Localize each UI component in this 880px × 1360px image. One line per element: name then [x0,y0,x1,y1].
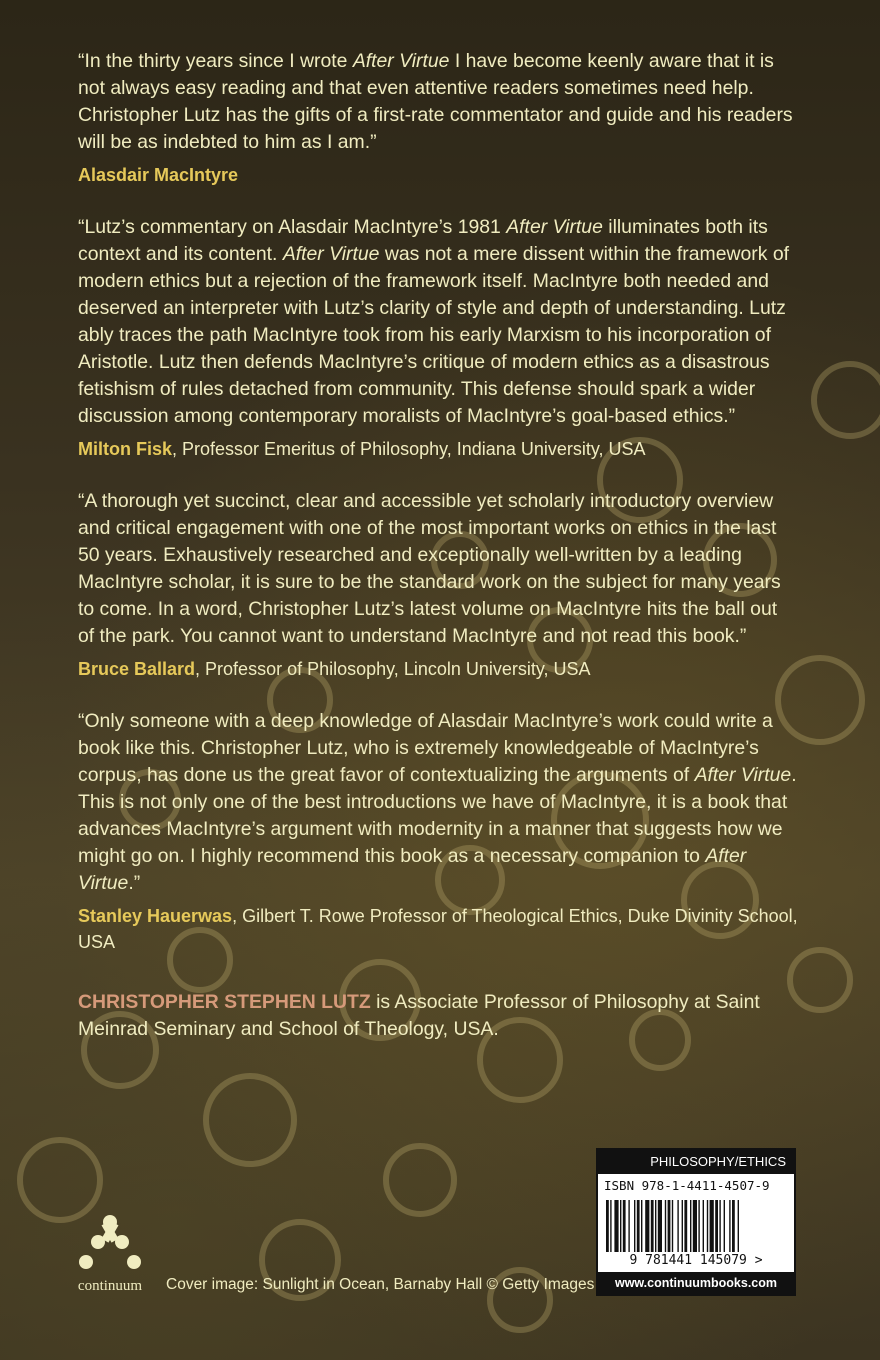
isbn-barcode-box [596,1148,796,1296]
reviewer-title: , Professor Emeritus of Philosophy, Indiana University, USA [172,439,646,459]
author-bio [78,989,798,1043]
book-title: After Virtue [282,243,380,265]
reviewer-name: Alasdair MacIntyre [78,165,239,185]
quote-attribution [78,656,798,682]
quote-attribution [78,162,798,188]
book-title: After Virtue [506,216,603,238]
quote-text: “A thorough yet succinct, clear and accessible yet scholarly introductory overview and critical engagement with one of the most important works on ethics in the last 50 years. Exhaustively researched and exceptionally well-written by a leading MacIntyre scholar, it is sure to be the standard work on the subject for many years to come. In a word, Christopher Lutz’s latest volume on MacIntyre hits the ball out of the park. You cannot want to understand MacIntyre and not read this book.” [78,490,781,647]
blurb-content [78,48,798,1062]
reviewer-title: , Professor of Philosophy, Lincoln University, USA [195,659,591,679]
quote-block [78,48,798,188]
author-bio-text: is Associate Professor of Philosophy at Saint Meinrad Seminary and School of Theology, USA. [78,991,760,1040]
reviewer-name: Stanley Hauerwas [78,906,233,926]
cover-image-credit: Cover image: Sunlight in Ocean, Barnaby Hall © Getty Images [166,1276,595,1293]
quote-block [78,708,798,955]
reviewer-name: Bruce Ballard [78,659,196,679]
book-title: After Virtue [78,845,747,894]
quote-attribution [78,903,798,955]
quote-block [78,488,798,682]
quote-text: “Lutz’s commentary on Alasdair MacIntyre’s 1981 After Virtue illuminates both its context and its content. After Virtue was not a mere dissent within the framework of modern ethics but a rejection of the framework itself. MacIntyre both needed and deserved an interpreter with Lutz’s clarity of style and depth of understanding. Lutz ably traces the path MacIntyre took from his early Marxism to his incorporation of Aristotle. Lutz then defends MacIntyre’s critique of modern ethics as a disastrous fetishism of rules detached from community. This defense should spark a wider discussion among contemporary moralists of MacIntyre’s goal-based ethics.” [78,216,789,427]
quote-block [78,214,798,462]
barcode-icon [604,1200,788,1266]
isbn-text: ISBN 978-1-4411-4507-9 [604,1178,770,1193]
category-label: PHILOSOPHY/ETHICS [598,1150,794,1174]
publisher-name: continuum [77,1278,143,1294]
reviewer-title: , Gilbert T. Rowe Professor of Theological Ethics, Duke Divinity School, USA [78,906,798,952]
quote-text: “In the thirty years since I wrote After Virtue I have become keenly aware that it is not always easy reading and that even attentive readers sometimes need help. Christopher Lutz has the gifts of a first-rate commentator and guide and his readers will be as indebted to him as I am.” [78,50,793,153]
book-title: After Virtue [694,764,792,786]
author-name: CHRISTOPHER STEPHEN LUTZ [78,991,371,1013]
quote-attribution [78,436,798,462]
publisher-url: www.continuumbooks.com [598,1272,794,1294]
quote-text: “Only someone with a deep knowledge of Alasdair MacIntyre’s work could write a book like this. Christopher Lutz, who is extremely knowledgeable of MacIntyre’s corpus, has done us the great favor of contextualizing the arguments of After Virtue. This is not only one of the best introductions we have of MacIntyre, it is a book that advances MacIntyre’s argument with modernity in a manner that suggests how we might go on. I highly recommend this book as a necessary companion to After Virtue.” [78,710,797,894]
book-title: After Virtue [352,50,450,72]
barcode-digits-text: 9 781441 145079 > [629,1253,763,1266]
reviewer-name: Milton Fisk [78,439,172,459]
